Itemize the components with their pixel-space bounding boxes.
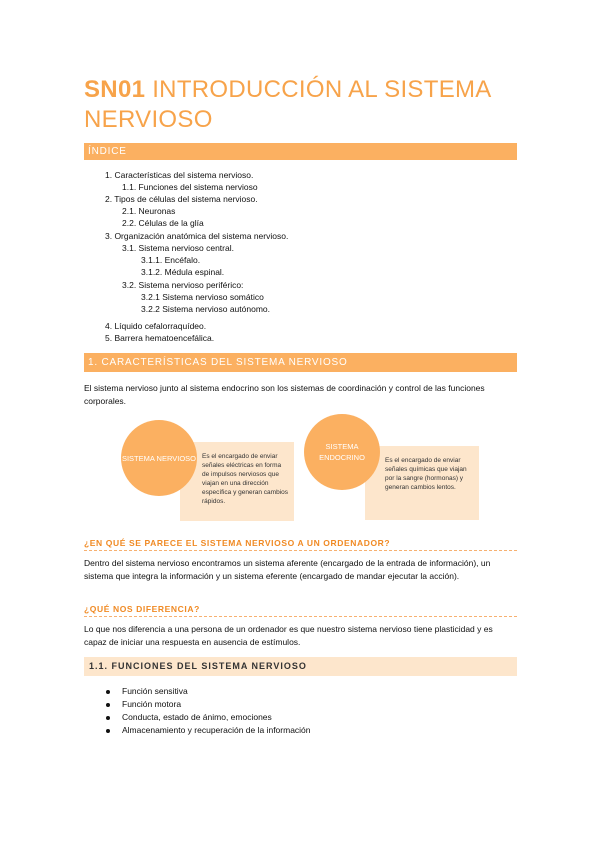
q1-text: Dentro del sistema nervioso encontramos un sistema aferente (encargado de la entrada de información), un sistema que integra la información y un sistema eferente (encargado de mandar ejecutar la acción). — [84, 558, 491, 581]
section11-header: 1.1. FUNCIONES DEL SISTEMA NERVIOSO — [84, 657, 517, 676]
list-item: Conducta, estado de ánimo, emociones — [122, 712, 272, 722]
section1-intro: El sistema nervioso junto al sistema endocrino son los sistemas de coordinación y control de las funciones corporales. — [84, 383, 485, 406]
title-text: INTRODUCCIÓN AL SISTEMA NERVIOSO — [84, 76, 491, 133]
endocrino-description: Es el encargado de enviar señales químicas que viajan por la sangre (hormonas) y generan cambios lentos. — [365, 446, 479, 520]
index-header: ÍNDICE — [84, 143, 517, 160]
toc-item[interactable]: 3.1.1. Encéfalo. — [141, 255, 201, 265]
list-item: Función sensitiva — [122, 686, 188, 696]
toc-item[interactable]: 3.2.2 Sistema nervioso autónomo. — [141, 304, 270, 314]
q2-text: Lo que nos diferencia a una persona de un ordenador es que nuestro sistema nervioso tiene plasticidad y es capaz de iniciar una respuesta en ausencia de estímulos. — [84, 624, 493, 647]
bullet-icon — [106, 703, 110, 707]
toc-item[interactable]: 3.1. Sistema nervioso central. — [122, 243, 234, 253]
q2-title: ¿QUÉ NOS DIFERENCIA? — [84, 604, 517, 617]
endocrino-circle: SISTEMA ENDOCRINO — [304, 414, 380, 490]
nervioso-circle: SISTEMA NERVIOSO — [121, 420, 197, 496]
list-item: Función motora — [122, 699, 181, 709]
toc-item[interactable]: 2.2. Células de la glía — [122, 218, 204, 228]
section1-header: 1. CARACTERÍSTICAS DEL SISTEMA NERVIOSO — [84, 353, 517, 372]
bullet-icon — [106, 716, 110, 720]
title-code: SN01 — [84, 76, 146, 103]
toc-item[interactable]: 3.2. Sistema nervioso periférico: — [122, 280, 244, 290]
nervioso-description: Es el encargado de enviar señales eléctricas en forma de impulsos nerviosos que viajan en una dirección específica y generan cambios rápidos. — [180, 442, 294, 521]
page-title — [84, 75, 524, 135]
bullet-icon — [106, 729, 110, 733]
toc-item[interactable]: 2. Tipos de células del sistema nervioso. — [105, 194, 258, 204]
toc-item[interactable]: 2.1. Neuronas — [122, 206, 176, 216]
list-item: Almacenamiento y recuperación de la información — [122, 725, 311, 735]
q1-title: ¿EN QUÉ SE PARECE EL SISTEMA NERVIOSO A UN ORDENADOR? — [84, 538, 517, 551]
toc-item[interactable]: 4. Líquido cefalorraquídeo. — [105, 321, 207, 331]
toc-item[interactable]: 1.1. Funciones del sistema nervioso — [122, 182, 258, 192]
toc-item[interactable]: 3.2.1 Sistema nervioso somático — [141, 292, 264, 302]
bullet-icon — [106, 690, 110, 694]
toc-item[interactable]: 1. Características del sistema nervioso. — [105, 170, 254, 180]
toc-item[interactable]: 5. Barrera hematoencefálica. — [105, 333, 215, 343]
toc-item[interactable]: 3.1.2. Médula espinal. — [141, 267, 225, 277]
toc-item[interactable]: 3. Organización anatómica del sistema nervioso. — [105, 231, 289, 241]
